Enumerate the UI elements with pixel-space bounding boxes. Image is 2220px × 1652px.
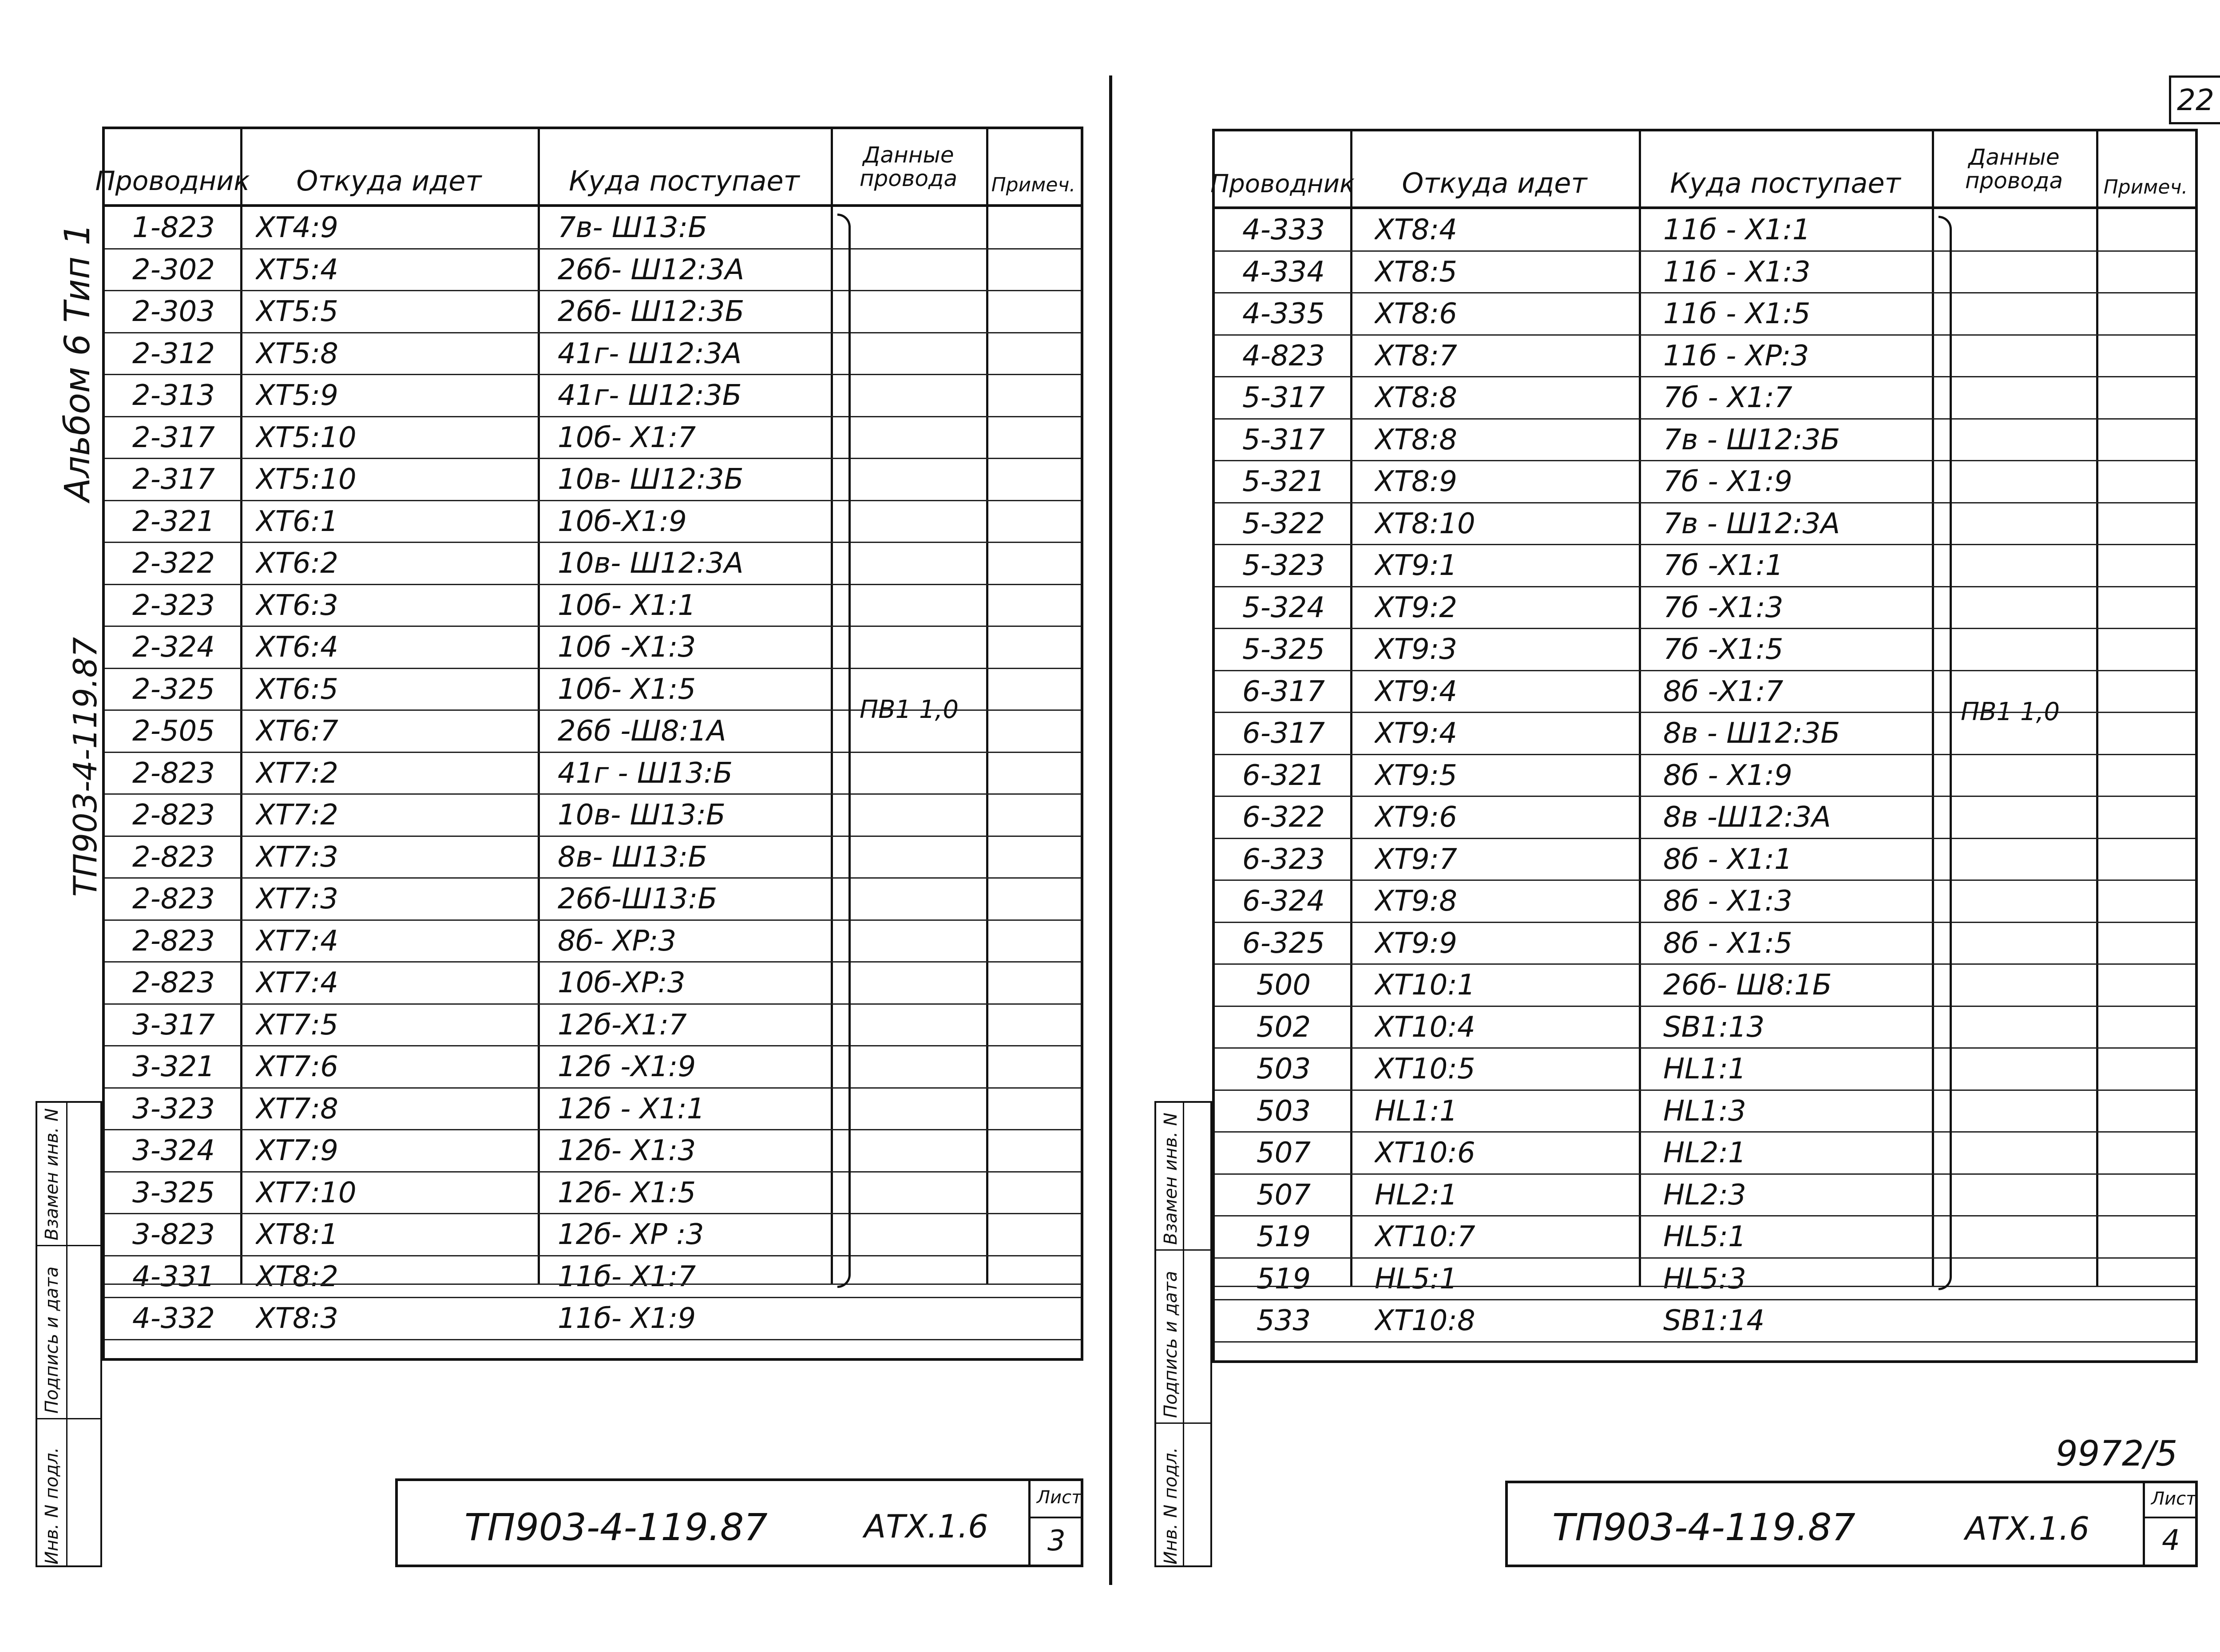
label-inv-orig: Инв. N подл.: [42, 1447, 62, 1565]
cell-to: 26б- Ш8:1Б: [1663, 969, 1832, 1002]
table-row: [105, 1004, 1081, 1046]
cell-from: XT10:6: [1375, 1137, 1475, 1169]
table-row: [105, 1172, 1081, 1214]
cell-wire: 3-823: [132, 1218, 215, 1251]
cell-wire: 2-302: [132, 253, 215, 286]
cell-from: XT9:2: [1375, 591, 1457, 624]
cell-to: 12б- X1:5: [558, 1176, 696, 1209]
cell-from: XT7:3: [256, 883, 338, 915]
left-brace-icon: [837, 214, 851, 1288]
cell-to: 12б- X1:3: [558, 1134, 696, 1167]
cell-wire: 5-323: [1242, 549, 1325, 582]
cell-from: XT9:1: [1375, 549, 1457, 582]
table-row: [1215, 839, 2195, 880]
header-to: Куда поступает: [569, 164, 800, 197]
cell-to: HL2:3: [1663, 1178, 1746, 1212]
cell-wire: 4-333: [1242, 214, 1325, 246]
table-row: [1215, 1216, 2195, 1258]
cell-from: XT9:3: [1375, 633, 1457, 666]
table-row: [1215, 251, 2195, 293]
table-row: [105, 417, 1081, 459]
cell-to: 11б- X1:7: [558, 1260, 696, 1293]
cell-from: XT6:1: [256, 505, 338, 538]
cell-from: XT6:2: [256, 547, 338, 580]
table-row: [105, 291, 1081, 333]
cell-to: 11б - X1:1: [1663, 214, 1811, 246]
table-bottom-line: [105, 1284, 1081, 1285]
cell-wire: 2-823: [132, 924, 215, 958]
cell-from: XT8:3: [256, 1302, 338, 1335]
right-wire-table: [1212, 129, 2198, 1363]
cell-from: XT9:9: [1375, 927, 1457, 960]
cell-from: XT5:4: [256, 253, 338, 286]
cell-wire: 3-317: [132, 1008, 215, 1042]
left-wire-type: ПВ1 1,0: [860, 695, 959, 724]
cell-wire: 502: [1256, 1010, 1311, 1044]
cell-to: 12б - X1:1: [558, 1092, 705, 1125]
table-row: [105, 626, 1081, 668]
table-row: [1215, 1048, 2195, 1090]
cell-wire: 507: [1256, 1178, 1311, 1212]
cell-from: XT8:2: [256, 1260, 338, 1293]
cell-to: 8в - Ш12:3Б: [1663, 717, 1840, 750]
label-replace-inv: Взамен инв. N: [42, 1108, 62, 1240]
cell-wire: 533: [1256, 1304, 1311, 1337]
header-note: Примеч.: [2103, 175, 2188, 198]
cell-to: 26б- Ш12:3А: [558, 253, 745, 286]
left-wire-table: [95, 127, 1083, 1361]
table-row: [1215, 1090, 2195, 1132]
cell-wire: 5-322: [1242, 507, 1325, 540]
cell-to: 41г- Ш12:3Б: [558, 379, 742, 412]
table-row: [1215, 1132, 2195, 1174]
left-sheet-label: Лист: [1037, 1487, 1082, 1508]
cell-to: 8в- Ш13:Б: [558, 840, 708, 874]
cell-from: XT6:5: [256, 673, 338, 706]
cell-from: XT8:1: [256, 1218, 338, 1251]
left-table-header: [95, 129, 1081, 207]
cell-wire: 2-823: [132, 883, 215, 915]
table-row: [105, 920, 1081, 962]
cell-to: 7б -X1:5: [1663, 633, 1784, 666]
cell-from: XT10:4: [1375, 1010, 1475, 1044]
cell-from: XT6:4: [256, 631, 338, 664]
cell-to: 10б- X1:1: [558, 589, 696, 622]
cell-from: XT7:5: [256, 1008, 338, 1042]
cell-to: HL5:3: [1663, 1262, 1746, 1295]
table-row: [1215, 1300, 2195, 1342]
cell-wire: 503: [1256, 1094, 1311, 1128]
cell-from: XT7:6: [256, 1050, 338, 1083]
table-row: [1215, 461, 2195, 503]
cell-wire: 2-317: [132, 463, 215, 496]
cell-from: XT9:4: [1375, 675, 1457, 708]
page-number-box: 22: [2169, 75, 2220, 124]
cell-wire: 2-313: [132, 379, 215, 412]
header-note: Примеч.: [991, 173, 1076, 196]
cell-to: 26б -Ш8:1А: [558, 715, 726, 748]
cell-to: 10в- Ш12:3Б: [558, 463, 744, 496]
cell-wire: 3-325: [132, 1176, 215, 1209]
cell-wire: 2-303: [132, 295, 215, 328]
cell-to: 10б- X1:7: [558, 421, 696, 454]
cell-to: 11б - X1:5: [1663, 297, 1811, 330]
cell-to: HL1:1: [1663, 1053, 1746, 1085]
left-stamp-doc: АТХ.1.6: [864, 1508, 988, 1545]
table-row: [1215, 755, 2195, 796]
right-sheet-box: [2143, 1483, 2195, 1565]
cell-from: XT7:4: [256, 967, 338, 999]
cell-to: SB1:13: [1663, 1010, 1765, 1044]
cell-wire: 6-325: [1242, 927, 1325, 960]
cell-wire: 4-335: [1242, 297, 1325, 330]
table-row: [105, 375, 1081, 416]
label-inv-orig: Инв. N подл.: [1161, 1447, 1181, 1565]
cell-from: XT9:5: [1375, 759, 1457, 792]
cell-to: 12б- XP :3: [558, 1218, 704, 1251]
table-row: [1215, 796, 2195, 838]
cell-from: XT5:10: [256, 421, 357, 454]
header-wire: Проводник: [95, 166, 250, 197]
table-row: [1215, 880, 2195, 922]
side-album-title: Альбом 6 Тип 1: [58, 223, 98, 502]
left-stamp-code: ТП903-4-119.87: [464, 1505, 768, 1549]
page-divider: [1109, 75, 1112, 1585]
cell-to: 26б-Ш13:Б: [558, 883, 718, 915]
right-sheet: [1128, 0, 2220, 1652]
table-row: [1215, 209, 2195, 251]
cell-wire: 2-321: [132, 505, 215, 538]
cell-from: XT7:2: [256, 799, 338, 832]
header-from: Откуда идет: [296, 164, 482, 197]
right-stamp-code: ТП903-4-119.87: [1552, 1505, 1855, 1549]
table-row: [105, 459, 1081, 500]
cell-wire: 2-823: [132, 967, 215, 999]
cell-to: 7б - X1:9: [1663, 465, 1792, 498]
cell-from: HL2:1: [1375, 1178, 1458, 1212]
header-wire-data: Данные провода: [859, 142, 958, 191]
cell-from: XT8:8: [1375, 381, 1457, 414]
cell-from: XT5:9: [256, 379, 338, 412]
cell-to: 10в- Ш12:3А: [558, 547, 744, 580]
right-stamp-doc: АТХ.1.6: [1965, 1510, 2089, 1547]
cell-wire: 6-322: [1242, 801, 1325, 834]
cell-wire: 5-325: [1242, 633, 1325, 666]
cell-to: HL1:3: [1663, 1094, 1746, 1128]
cell-from: XT5:8: [256, 337, 338, 370]
cell-to: HL2:1: [1663, 1137, 1746, 1169]
cell-from: XT7:4: [256, 924, 338, 958]
cell-to: 8б -X1:7: [1663, 675, 1784, 708]
cell-wire: 4-332: [132, 1302, 215, 1335]
table-row: [1215, 419, 2195, 461]
left-sheet: [0, 0, 1101, 1652]
table-row: [1215, 923, 2195, 964]
table-row: [1215, 335, 2195, 377]
cell-to: HL5:1: [1663, 1220, 1746, 1253]
label-replace-inv: Взамен инв. N: [1161, 1113, 1181, 1245]
left-sheet-box: [1028, 1481, 1081, 1565]
cell-wire: 2-823: [132, 840, 215, 874]
cell-from: HL5:1: [1375, 1262, 1458, 1295]
cell-wire: 5-317: [1242, 423, 1325, 456]
cell-to: 12б -X1:9: [558, 1050, 696, 1083]
cell-to: 7в - Ш12:3Б: [1663, 423, 1840, 456]
side-project-code: ТП903-4-119.87: [67, 637, 104, 897]
table-row: [105, 962, 1081, 1004]
cell-wire: 3-321: [132, 1050, 215, 1083]
table-row: [1215, 587, 2195, 629]
table-row: [105, 794, 1081, 836]
cell-from: XT8:6: [1375, 297, 1457, 330]
cell-to: 7б -X1:1: [1663, 549, 1784, 582]
table-row: [105, 1298, 1081, 1339]
table-row: [1215, 964, 2195, 1006]
cell-wire: 3-323: [132, 1092, 215, 1125]
cell-wire: 2-823: [132, 799, 215, 832]
left-sheet-number: 3: [1047, 1525, 1066, 1557]
cell-wire: 3-324: [132, 1134, 215, 1167]
cell-wire: 2-505: [132, 715, 215, 748]
table-row: [105, 333, 1081, 375]
cell-wire: 6-317: [1242, 717, 1325, 750]
cell-wire: 519: [1256, 1262, 1311, 1295]
cell-to: 8б- XP:3: [558, 924, 677, 958]
table-row: [105, 878, 1081, 920]
table-row: [105, 585, 1081, 626]
table-row: [105, 1130, 1081, 1172]
cell-to: 26б- Ш12:3Б: [558, 295, 745, 328]
table-row: [1215, 545, 2195, 586]
cell-to: 8б - X1:3: [1663, 885, 1792, 918]
cell-to: 10б-XP:3: [558, 967, 686, 999]
cell-from: XT9:7: [1375, 843, 1457, 876]
cell-to: 12б-X1:7: [558, 1008, 687, 1042]
cell-wire: 4-334: [1242, 255, 1325, 289]
cell-to: 7б -X1:3: [1663, 591, 1784, 624]
cell-from: XT8:4: [1375, 214, 1457, 246]
cell-to: 7в- Ш13:Б: [558, 211, 708, 244]
cell-to: 8б - X1:1: [1663, 843, 1792, 876]
cell-from: XT6:7: [256, 715, 338, 748]
cell-to: 10в- Ш13:Б: [558, 799, 725, 832]
cell-from: XT10:8: [1375, 1304, 1475, 1337]
cell-wire: 2-325: [132, 673, 215, 706]
cell-wire: 4-331: [132, 1260, 215, 1293]
cell-to: 41г - Ш13:Б: [558, 757, 733, 790]
cell-to: 8в -Ш12:3А: [1663, 801, 1831, 834]
cell-to: 41г- Ш12:3А: [558, 337, 742, 370]
cell-wire: 2-823: [132, 757, 215, 790]
left-side-stamp-strip: [36, 1101, 102, 1567]
table-row: [105, 501, 1081, 543]
right-title-block: [1505, 1481, 2198, 1567]
cell-to: 11б - XP:3: [1663, 339, 1809, 372]
cell-from: XT9:8: [1375, 885, 1457, 918]
cell-wire: 500: [1256, 969, 1311, 1002]
cell-from: XT10:7: [1375, 1220, 1475, 1253]
cell-from: XT8:9: [1375, 465, 1457, 498]
right-wire-type: ПВ1 1,0: [1961, 697, 2060, 726]
table-row: [105, 543, 1081, 584]
header-wire: Проводник: [1210, 170, 1355, 199]
cell-from: XT8:8: [1375, 423, 1457, 456]
cell-to: 7б - X1:7: [1663, 381, 1792, 414]
cell-wire: 6-323: [1242, 843, 1325, 876]
right-table-header: [1210, 131, 2195, 209]
cell-from: XT9:6: [1375, 801, 1457, 834]
cell-wire: 2-323: [132, 589, 215, 622]
cell-wire: 2-312: [132, 337, 215, 370]
right-side-stamp-strip: [1154, 1101, 1212, 1567]
cell-from: XT7:9: [256, 1134, 338, 1167]
cell-wire: 4-823: [1242, 339, 1325, 372]
cell-from: XT5:5: [256, 295, 338, 328]
cell-from: XT8:5: [1375, 255, 1457, 289]
table-row: [1215, 1006, 2195, 1048]
cell-from: XT8:10: [1375, 507, 1475, 540]
cell-wire: 2-317: [132, 421, 215, 454]
cell-from: XT7:8: [256, 1092, 338, 1125]
right-brace-icon: [1939, 216, 1952, 1290]
cell-wire: 503: [1256, 1053, 1311, 1085]
table-row: [1215, 377, 2195, 419]
table-row: [105, 249, 1081, 291]
table-row: [1215, 1258, 2195, 1300]
table-row: [105, 836, 1081, 878]
label-signature-date: Подпись и дата: [1161, 1271, 1181, 1418]
table-row: [1215, 293, 2195, 335]
cell-wire: 1-823: [132, 211, 215, 244]
cell-wire: 5-317: [1242, 381, 1325, 414]
table-row: [105, 1214, 1081, 1256]
cell-to: 7в - Ш12:3А: [1663, 507, 1840, 540]
cell-to: 8б - X1:9: [1663, 759, 1792, 792]
cell-to: SB1:14: [1663, 1304, 1765, 1337]
cell-wire: 2-322: [132, 547, 215, 580]
cell-to: 8б - X1:5: [1663, 927, 1792, 960]
label-signature-date: Подпись и дата: [42, 1266, 62, 1414]
cell-to: 11б- X1:9: [558, 1302, 696, 1335]
cell-wire: 5-324: [1242, 591, 1325, 624]
cell-from: XT10:5: [1375, 1053, 1475, 1085]
cell-from: HL1:1: [1375, 1094, 1458, 1128]
left-title-block: [395, 1478, 1083, 1567]
archive-number: 9972/5: [2056, 1434, 2178, 1474]
table-row: [1215, 503, 2195, 545]
cell-from: XT7:10: [256, 1176, 357, 1209]
cell-from: XT6:3: [256, 589, 338, 622]
table-bottom-line: [1215, 1286, 2195, 1287]
cell-from: XT7:2: [256, 757, 338, 790]
cell-to: 10б-X1:9: [558, 505, 687, 538]
cell-wire: 507: [1256, 1137, 1311, 1169]
cell-from: XT5:10: [256, 463, 357, 496]
table-row: [1215, 629, 2195, 670]
cell-wire: 6-324: [1242, 885, 1325, 918]
right-sheet-number: 4: [2162, 1524, 2180, 1557]
cell-from: XT8:7: [1375, 339, 1457, 372]
table-row: [105, 1046, 1081, 1088]
table-row: [105, 753, 1081, 794]
header-from: Откуда идет: [1402, 166, 1587, 199]
cell-wire: 519: [1256, 1220, 1311, 1253]
cell-from: XT9:4: [1375, 717, 1457, 750]
header-to: Куда поступает: [1670, 166, 1901, 199]
cell-wire: 6-317: [1242, 675, 1325, 708]
cell-from: XT10:1: [1375, 969, 1475, 1002]
table-row: [105, 1088, 1081, 1130]
cell-from: XT7:3: [256, 840, 338, 874]
cell-to: 10б- X1:5: [558, 673, 696, 706]
cell-wire: 2-324: [132, 631, 215, 664]
cell-from: XT4:9: [256, 211, 338, 244]
right-sheet-label: Лист: [2151, 1489, 2196, 1509]
table-row: [105, 1256, 1081, 1298]
cell-to: 10б -X1:3: [558, 631, 696, 664]
table-row: [105, 207, 1081, 249]
cell-to: 11б - X1:3: [1663, 255, 1811, 289]
table-row: [1215, 1174, 2195, 1216]
cell-wire: 5-321: [1242, 465, 1325, 498]
header-wire-data: Данные провода: [1965, 144, 2063, 194]
cell-wire: 6-321: [1242, 759, 1325, 792]
